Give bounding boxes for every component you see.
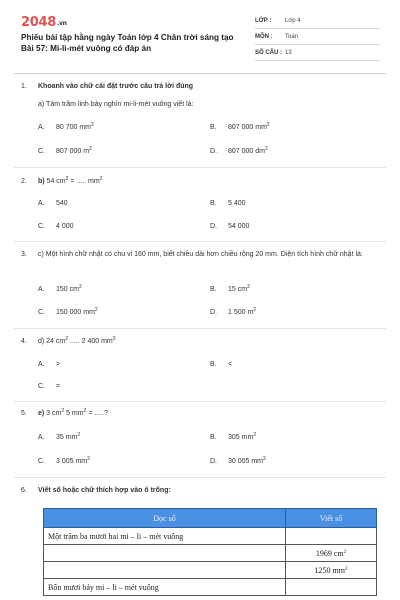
q5-number: 5. (21, 410, 27, 417)
q4-number: 4. (21, 338, 27, 345)
q2-option-b[interactable]: B. 5 400 (210, 200, 246, 207)
table-row (44, 545, 377, 562)
q3-option-b[interactable]: B. 15 $cm^2$ (210, 284, 250, 293)
divider (14, 477, 386, 478)
q1-heading: Khoanh vào chữ cái đặt trước câu trả lời đúng (38, 83, 194, 90)
divider (14, 328, 386, 329)
table-header-row (44, 509, 377, 528)
q5-option-a[interactable]: A. 35 $mm^2$ (38, 432, 81, 441)
q4-option-a[interactable]: A. > (38, 361, 61, 368)
q6-heading: Viết số hoặc chữ thích hợp vào ô trống: (38, 487, 171, 494)
q1-option-b[interactable]: B. 807 000 $mm^2$ (210, 122, 270, 131)
table-row (44, 528, 377, 545)
meta-class (255, 14, 380, 29)
number-table (43, 508, 377, 596)
q3-option-d[interactable]: D. 1 500 $m^2$ (210, 307, 257, 316)
divider (14, 167, 386, 168)
q1-option-c[interactable]: C. 807 000 $m^2$ (38, 146, 92, 155)
q1-number: 1. (21, 83, 27, 90)
site-logo[interactable] (21, 15, 67, 30)
logo-suffix: .vn (56, 20, 67, 27)
table-cell-read[interactable]: Bốn mươi bảy mi – li – mét vuông (44, 579, 286, 596)
q2-text: b) 54 $cm^2$ = ..... $mm^2$ (38, 176, 103, 185)
q5-text: e) 3 $cm^2$ 5 $mm^2$ = .....? (38, 408, 108, 417)
meta-subject-value: Toán (285, 34, 299, 40)
logo-text: 2048 (21, 15, 56, 30)
q2-option-a[interactable]: A. 540 (38, 200, 68, 207)
q3-option-a[interactable]: A. 150 $cm^2$ (38, 284, 82, 293)
meta-count-value: 13 (285, 50, 292, 56)
q4-text: d) 24 $cm^2$ ..... 2 400 $mm^2$ (38, 336, 116, 345)
table-cell-write[interactable]: 1969 $cm^2$ (286, 545, 377, 562)
q2-option-d[interactable]: D. 54 000 (210, 223, 250, 230)
divider (14, 401, 386, 402)
q1-option-a[interactable]: A. 80 700 $mm^2$ (38, 122, 94, 131)
q5-option-c[interactable]: C. 3 005 $mm^2$ (38, 456, 90, 465)
q3-text: c) Một hình chữ nhật có chu vi 160 mm, biết chiều dài hơn chiều rộng 20 mm. Diện tích hình chữ nhật là: (38, 251, 363, 258)
table-cell-read[interactable] (44, 562, 286, 579)
q1-option-d[interactable]: D. 807 000 $dm^2$ (210, 146, 268, 155)
table-cell-write[interactable] (286, 579, 377, 596)
q2-number: 2. (21, 178, 27, 185)
q5-option-d[interactable]: D. 30 005 $mm^2$ (210, 456, 266, 465)
header-divider (14, 73, 386, 74)
meta-class-value: Lớp 4 (285, 18, 301, 24)
meta-class-label: LỚP : (255, 18, 272, 24)
q5-option-b[interactable]: B. 305 $mm^2$ (210, 432, 257, 441)
meta-count (255, 46, 380, 61)
table-cell-write[interactable]: 1250 $mm^2$ (286, 562, 377, 579)
table-cell-read[interactable] (44, 545, 286, 562)
table-cell-write[interactable] (286, 528, 377, 545)
q1-subquestion: a) Tám trăm linh bảy nghìn mi-li-mét vuông viết là: (38, 101, 194, 108)
meta-subject (255, 30, 380, 45)
table-row (44, 562, 377, 579)
table-header-write: Viết số (286, 509, 377, 528)
meta-subject-label: MÔN : (255, 34, 273, 40)
divider (14, 241, 386, 242)
q2-option-c[interactable]: C. 4 000 (38, 223, 74, 230)
q4-option-c[interactable]: C. = (38, 383, 61, 390)
table-row (44, 579, 377, 596)
table-cell-read[interactable]: Một trăm ba mươi hai mi – li – mét vuông (44, 528, 286, 545)
meta-count-label: SỐ CÂU : (255, 50, 282, 56)
q3-number: 3. (21, 251, 27, 258)
q3-option-c[interactable]: C. 150 000 $mm^2$ (38, 307, 98, 316)
q4-option-b[interactable]: B. < (210, 361, 233, 368)
table-header-read: Đọc số (44, 509, 286, 528)
document-title: Phiếu bài tập hằng ngày Toán lớp 4 Chân trời sáng tạo Bài 57: Mi-li-mét vuông có đáp án (21, 33, 234, 53)
q6-number: 6. (21, 487, 27, 494)
